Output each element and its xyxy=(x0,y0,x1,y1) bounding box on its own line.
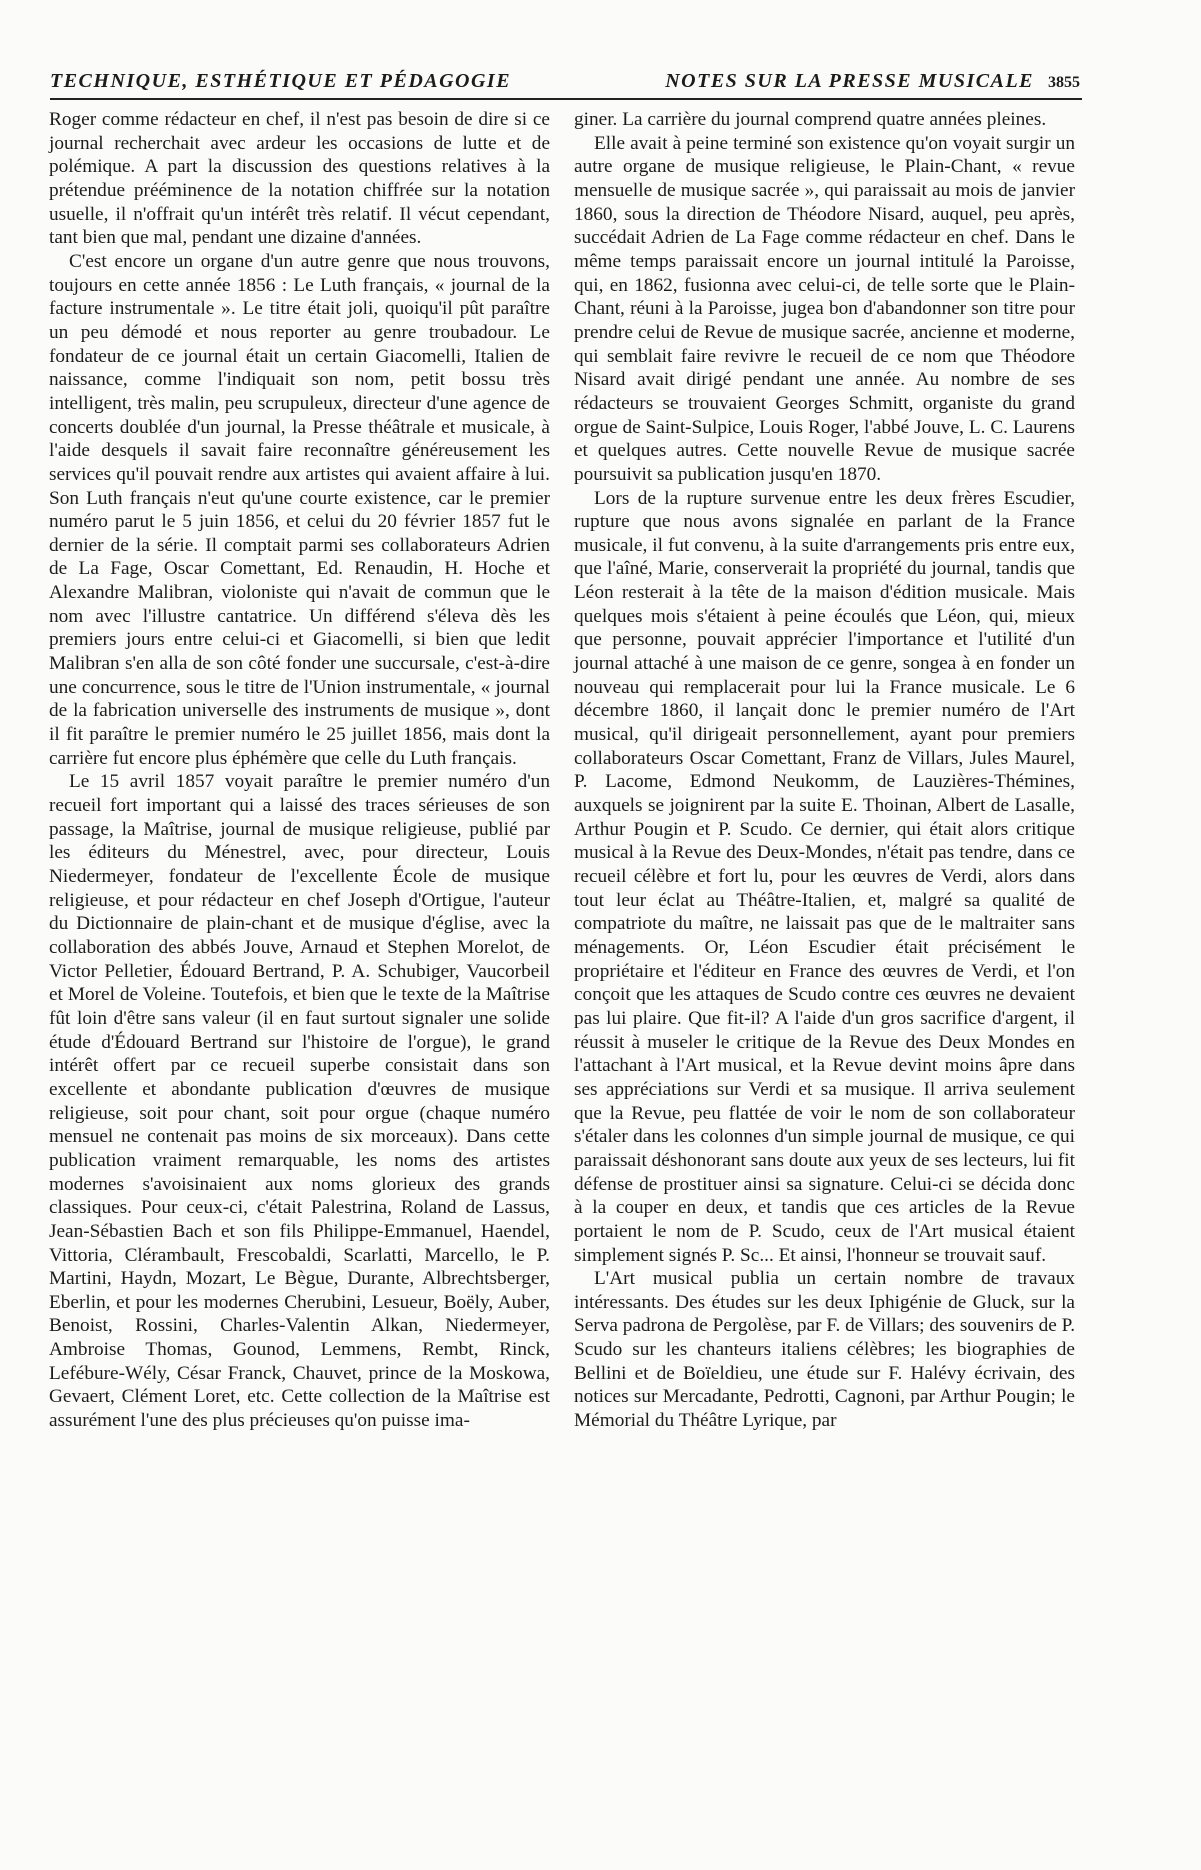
running-head-right xyxy=(665,70,1080,93)
paragraph: giner. La carrière du journal comprend quatre années pleines. xyxy=(574,109,1047,130)
paragraph: Elle avait à peine terminé son existence qu'on voyait surgir un autre organe de musique religieuse, le Plain-Chant, « revue mensuelle de musique sacrée », qui paraissait au mois de janvier 1860, sous la direction de Théodore Nisard, auquel, peu après, succédait Adrien de La Fage comme rédacteur en chef. Dans le même temps paraissait encore un journal intitulé la Paroisse, qui, en 1862, fusionna avec celui-ci, de telle sorte que le Plain-Chant, réuni à la Paroisse, jugea bon d'abandonner son titre pour prendre celui de Revue de musique sacrée, ancienne et moderne, qui semblait faire revivre le recueil de ce nom que Théodore Nisard avait dirigé pendant une année. Au nombre de ses rédacteurs se trouvaient Georges Schmitt, organiste du grand orgue de Saint-Sulpice, Louis Roger, l'abbé Jouve, L. C. Laurens et quelques autres. Cette nouvelle Revue de musique sacrée poursuivit sa publication jusqu'en 1870. xyxy=(574,132,1075,485)
paragraph: L'Art musical publia un certain nombre de travaux intéressants. Des études sur les deux Iphigénie de Gluck, sur la Serva padrona de Pergolèse, par F. de Villars; des souvenirs de P. Scudo sur les chanteurs italiens célèbres; les biographies de Bellini et de Boïeldieu, une étude sur F. Halévy écrivain, des notices sur Mercadante, Pedrotti, Cagnoni, par Arthur Pougin; le Mémorial du Théâtre Lyrique, par xyxy=(574,1268,1076,1432)
paragraph: Le 15 avril 1857 voyait paraître le premier numéro d'un recueil fort important qui a laissé des traces sérieuses de son passage, la Maîtrise, journal de musique religieuse, publié par les éditeurs du Ménestrel, avec, pour directeur, Louis Niedermeyer, fondateur de l'excellente École de musique religieuse, et pour rédacteur en chef Joseph d'Ortigue, l'auteur du Dictionnaire de plain-chant et de musique d'église, avec la collaboration des abbés Jouve, Arnaud et Stephen Morelot, de Victor Pelletier, Édouard Bertrand, P. A. Schubiger, Vaucorbeil et Morel de Voleine. Toutefois, et bien que le texte de la Maîtrise fût loin d'être sans valeur (il en faut surtout signaler une solide étude d'Édouard Bertrand sur l'histoire de l'orgue), le grand intérêt offert par ce recueil superbe consistait dans son excellente et abondante publication d'œuvres de musique religieuse, soit pour chant, soit pour orgue (chaque numéro mensuel ne contenait pas moins de six morceaux). Dans cette publication vraiment remarquable, les noms des artistes modernes s'avoisinaient aux noms glorieux des grands classiques. Pour ceux-ci, c'était Palestrina, Roland de Lassus, Jean-Sébastien Bach et son fils Philippe-Emmanuel, Haendel, Vittoria, Clérambault, Frescobaldi, Scarlatti, Marcello, le P. Martini, Haydn, Mozart, Le Bègue, Durante, Albrechtsberger, Eberlin, et pour les modernes Cherubini, Lesueur, Boëly, Auber, Benoist, Rossini, Charles-Valentin Alkan, Niedermeyer, Ambroise Thomas, Gounod, Lemmens, Rembt, Rinck, Lefébure-Wély, César Franck, Chauvet, prince de la Moskowa, Gevaert, Clément Loret, etc. Cette collection de la Maîtrise est assurément l'une des plus précieuses qu'on puisse ima- xyxy=(49,771,550,1432)
paragraph: Roger comme rédacteur en chef, il n'est pas besoin de dire si ce journal recherchait avec ardeur les occasions de lutte et de polémique. A part la discussion des questions relatives à la prétendue prééminence de la notation chiffrée sur la notation usuelle, il n'offrait qu'un intérêt très relatif. Il vécut cependant, tant bien que mal, pendant une dizaine d'années. xyxy=(49,109,550,249)
right-column xyxy=(574,108,1075,1433)
page-number: 3855 xyxy=(1048,74,1080,91)
running-head-left: TECHNIQUE, ESTHÉTIQUE ET PÉDAGOGIE xyxy=(50,70,512,92)
running-head xyxy=(50,70,1080,100)
paragraph: C'est encore un organe d'un autre genre que nous trouvons, toujours en cette année 1856 : Le Luth français, « journal de la facture instrumentale ». Le titre était joli, quoiqu'il pût paraître un peu démodé et nous reporter au genre troubadour. Le fondateur de ce journal était un certain Giacomelli, Italien de naissance, comme l'indiquait son nom, petit bossu très intelligent, très malin, peu scrupuleux, directeur d'une agence de concerts doublée d'un journal, la Presse théâtrale et musicale, à l'aide desquels il savait faire reconnaître généreusement les services qu'il pouvait rendre aux artistes qui avaient affaire à lui. Son Luth français n'eut qu'une courte existence, car le premier numéro parut le 5 juin 1856, et celui du 20 février 1857 fut le dernier de la série. Il comptait parmi ses collaborateurs Adrien de La Fage, Oscar Comettant, Ed. Renaudin, H. Hoche et Alexandre Malibran, violoniste qui n'avait de commun que le nom avec l'illustre cantatrice. Un différend s'éleva dès les premiers jours entre celui-ci et Giacomelli, si bien que ledit Malibran s'en alla de son côté fonder une succursale, c'est-à-dire une concurrence, sous le titre de l'Union instrumentale, « journal de la fabrication universelle des instruments de musique », dont il fit paraître le premier numéro le 25 juillet 1856, mais dont la carrière fut encore plus éphémère que celle du Luth français. xyxy=(49,250,550,769)
left-column xyxy=(49,108,550,1433)
paragraph: Lors de la rupture survenue entre les deux frères Escudier, rupture que nous avons signalée en parlant de la France musicale, il fut convenu, à la suite d'arrangements pris entre eux, que l'aîné, Marie, conserverait la propriété du journal, tandis que Léon resterait à la tête de la maison d'édition musicale. Mais quelques mois s'étaient à peine écoulés que Léon, qui, mieux que personne, pouvait apprécier l'importance et l'utilité d'un journal attaché à une maison de ce genre, songea à en fonder un nouveau qui remplacerait pour lui la France musicale. Le 6 décembre 1860, il lançait donc le premier numéro de l'Art musical, qu'il dirigeait personnellement, ayant pour premiers collaborateurs Oscar Comettant, Franz de Villars, Jules Maurel, P. Lacome, Edmond Neukomm, de Lauzières-Thémines, auxquels se joignirent par la suite E. Thoinan, Albert de Lasalle, Arthur Pougin et P. Scudo. Ce dernier, qui était alors critique musical à la Revue des Deux-Mondes, n'était pas tendre, dans ce recueil célèbre et fort lu, pour les œuvres de Verdi, alors dans tout leur éclat au Théâtre-Italien, et, malgré sa qualité de compatriote du maître, ne laissait pas que de le maltraiter sans ménagements. Or, Léon Escudier était précisément le propriétaire et l'éditeur en France des œuvres de Verdi, et l'on conçoit que les attaques de Scudo contre ces œuvres ne devaient pas lui plaire. Que fit-il? A l'aide d'un gros sacrifice d'argent, il réussit à museler le critique de la Revue des Deux Mondes en l'attachant à l'Art musical, et la Revue devint moins âpre dans ses appréciations sur Verdi et sa musique. Il arriva seulement que la Revue, peu flattée de voir le nom de son collaborateur s'étaler dans les colonnes d'un simple journal de musique, ce qui paraissait déshonorant sans doute aux yeux de ses lecteurs, lui fit défense de prostituer ainsi sa signature. Celui-ci se décida donc à la couper en deux, et tandis que ces articles de la Revue portaient le nom de P. Scudo, ceux de l'Art musical étaient simplement signés P. Sc... Et ainsi, l'honneur se trouvait sauf. xyxy=(574,487,1075,1266)
running-head-right-title: NOTES SUR LA PRESSE MUSICALE xyxy=(665,70,1034,92)
header-rule xyxy=(50,98,1082,100)
